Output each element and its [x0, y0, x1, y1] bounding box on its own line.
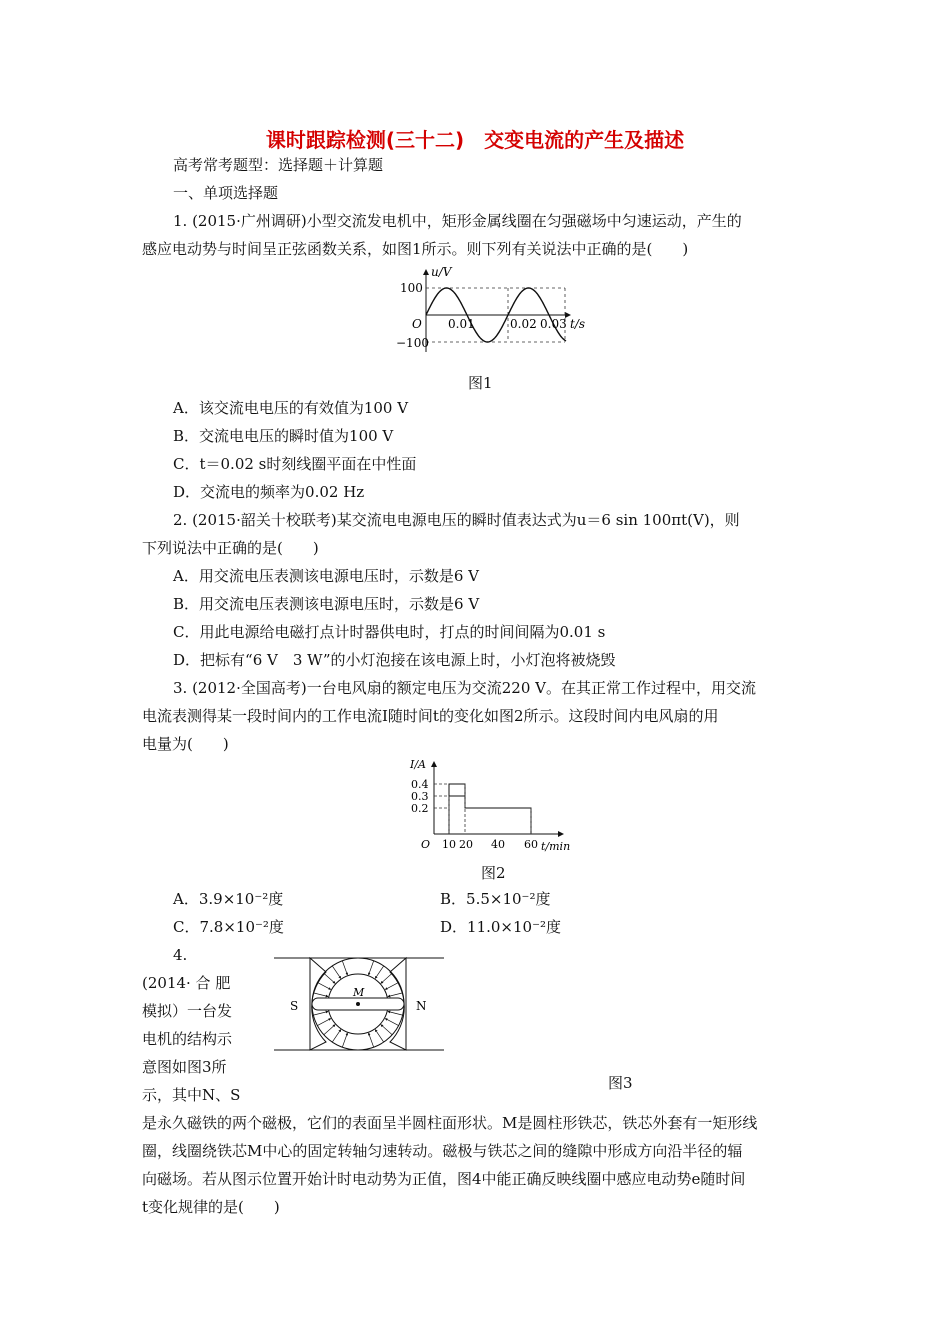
- figure-3-generator-diagram: [268, 950, 448, 1060]
- q4-side-line4: 意图如图3所: [142, 1058, 227, 1076]
- q1-stem-line1: 1. (2015·广州调研)小型交流发电机中，矩形金属线圈在匀强磁场中匀速运动，产生的: [173, 212, 742, 230]
- field-line: [388, 1012, 403, 1016]
- q3-stem-line1: 3. (2012·全国高考)一台电风扇的额定电压为交流220 V。在其正常工作过程中，用交流: [173, 679, 756, 697]
- figure-1-caption: 图1: [468, 374, 493, 392]
- field-line: [324, 1025, 335, 1035]
- figure-3-caption: 图3: [608, 1074, 633, 1092]
- subtitle: 高考常考题型：选择题＋计算题: [173, 156, 384, 174]
- q4-stem-line-b: 圈，线圈绕铁芯M中心的固定转轴匀速转动。磁极与铁芯之间的缝隙中形成方向沿半径的辐: [142, 1142, 743, 1160]
- field-line: [324, 973, 335, 983]
- y-axis-label: u/V: [431, 265, 452, 279]
- q3-option-c: C．7.8×10⁻²度: [173, 918, 284, 936]
- figure-2-current-graph: [405, 758, 585, 858]
- x-tick-0.01: 0.01: [448, 317, 475, 331]
- q4-side-line5: 示，其中N、S: [142, 1086, 241, 1104]
- figure-2-caption: 图2: [481, 864, 506, 882]
- section-heading: 一、单项选择题: [173, 184, 279, 202]
- x-tick-0.02: 0.02: [510, 317, 537, 331]
- q3-option-a: A．3.9×10⁻²度: [173, 890, 284, 908]
- x-axis-label: t/min: [541, 840, 571, 853]
- q2-stem-line1: 2. (2015·韶关十校联考)某交流电电源电压的瞬时值表达式为u＝6 sin 100πt(V)，则: [173, 511, 740, 529]
- origin-label: O: [421, 838, 431, 851]
- y-tick-100: 100: [400, 281, 423, 295]
- field-line: [317, 1019, 330, 1026]
- x-tick-60: 60: [524, 838, 538, 851]
- q2-option-d: D．把标有“6 V 3 W”的小灯泡接在该电源上时，小灯泡将被烧毁: [173, 651, 616, 669]
- field-line: [385, 1019, 398, 1026]
- q2-option-b: B．用交流电压表测该电源电压时，示数是6 V: [173, 595, 480, 613]
- x-axis-label: t/s: [570, 317, 586, 331]
- field-line: [313, 993, 328, 997]
- x-tick-10: 10: [442, 838, 456, 851]
- field-line: [375, 1030, 383, 1042]
- field-line: [317, 982, 330, 989]
- field-line: [313, 1012, 328, 1016]
- y-tick-neg100: −100: [396, 336, 429, 350]
- field-line: [332, 1030, 340, 1042]
- figure-1-sine-graph: [390, 262, 600, 362]
- q4-number: 4.: [173, 946, 188, 964]
- q2-option-a: A．用交流电压表测该电源电压时，示数是6 V: [173, 567, 479, 585]
- q1-option-a: A．该交流电电压的有效值为100 V: [173, 399, 409, 417]
- q1-option-d: D．交流电的频率为0.02 Hz: [173, 483, 365, 501]
- y-tick-0.4: 0.4: [411, 778, 429, 791]
- x-tick-20: 20: [459, 838, 473, 851]
- q1-option-b: B．交流电电压的瞬时值为100 V: [173, 427, 394, 445]
- field-line: [342, 1033, 347, 1047]
- y-axis-label: I/A: [410, 758, 426, 771]
- field-line: [332, 966, 340, 978]
- q1-option-c: C．t＝0.02 s时刻线圈平面在中性面: [173, 455, 417, 473]
- field-line: [369, 1033, 374, 1047]
- field-line: [381, 973, 392, 983]
- origin-label: O: [412, 317, 422, 331]
- field-line: [342, 961, 347, 975]
- q4-side-line2: 模拟）一台发: [142, 1002, 233, 1020]
- field-line: [369, 961, 374, 975]
- current-step-line: [449, 784, 531, 834]
- q2-stem-line2: 下列说法中正确的是( ): [142, 539, 319, 557]
- page-title: 课时跟踪检测(三十二) 交变电流的产生及描述: [265, 128, 685, 152]
- field-line: [375, 966, 383, 978]
- n-pole-label: N: [416, 999, 427, 1013]
- field-line: [381, 1025, 392, 1035]
- q4-stem-line-d: t变化规律的是( ): [142, 1198, 280, 1216]
- y-tick-0.3: 0.3: [411, 790, 429, 803]
- y-tick-0.2: 0.2: [411, 802, 429, 815]
- q4-side-line3: 电机的结构示: [142, 1030, 233, 1048]
- q1-stem-line2: 感应电动势与时间呈正弦函数关系，如图1所示。则下列有关说法中正确的是( ): [142, 240, 689, 258]
- x-tick-0.03: 0.03: [540, 317, 567, 331]
- field-line: [388, 993, 403, 997]
- q4-side-line1: (2014· 合 肥: [142, 974, 231, 992]
- s-pole-label: S: [290, 999, 299, 1013]
- q4-stem-line-c: 向磁场。若从图示位置开始计时电动势为正值，图4中能正确反映线圈中感应电动势e随时间: [142, 1170, 746, 1188]
- q3-option-b: B．5.5×10⁻²度: [440, 890, 551, 908]
- m-core-label: M: [353, 986, 365, 999]
- q4-stem-line-a: 是永久磁铁的两个磁极，它们的表面呈半圆柱面形状。M是圆柱形铁芯，铁芯外套有一矩形线: [142, 1114, 758, 1132]
- x-tick-40: 40: [491, 838, 505, 851]
- field-line: [385, 982, 398, 989]
- q3-stem-line3: 电量为( ): [142, 735, 229, 753]
- q3-option-d: D．11.0×10⁻²度: [440, 918, 562, 936]
- q2-option-c: C．用此电源给电磁打点计时器供电时，打点的时间间隔为0.01 s: [173, 623, 606, 641]
- q3-stem-line2: 电流表测得某一段时间内的工作电流I随时间t的变化如图2所示。这段时间内电风扇的用: [142, 707, 719, 725]
